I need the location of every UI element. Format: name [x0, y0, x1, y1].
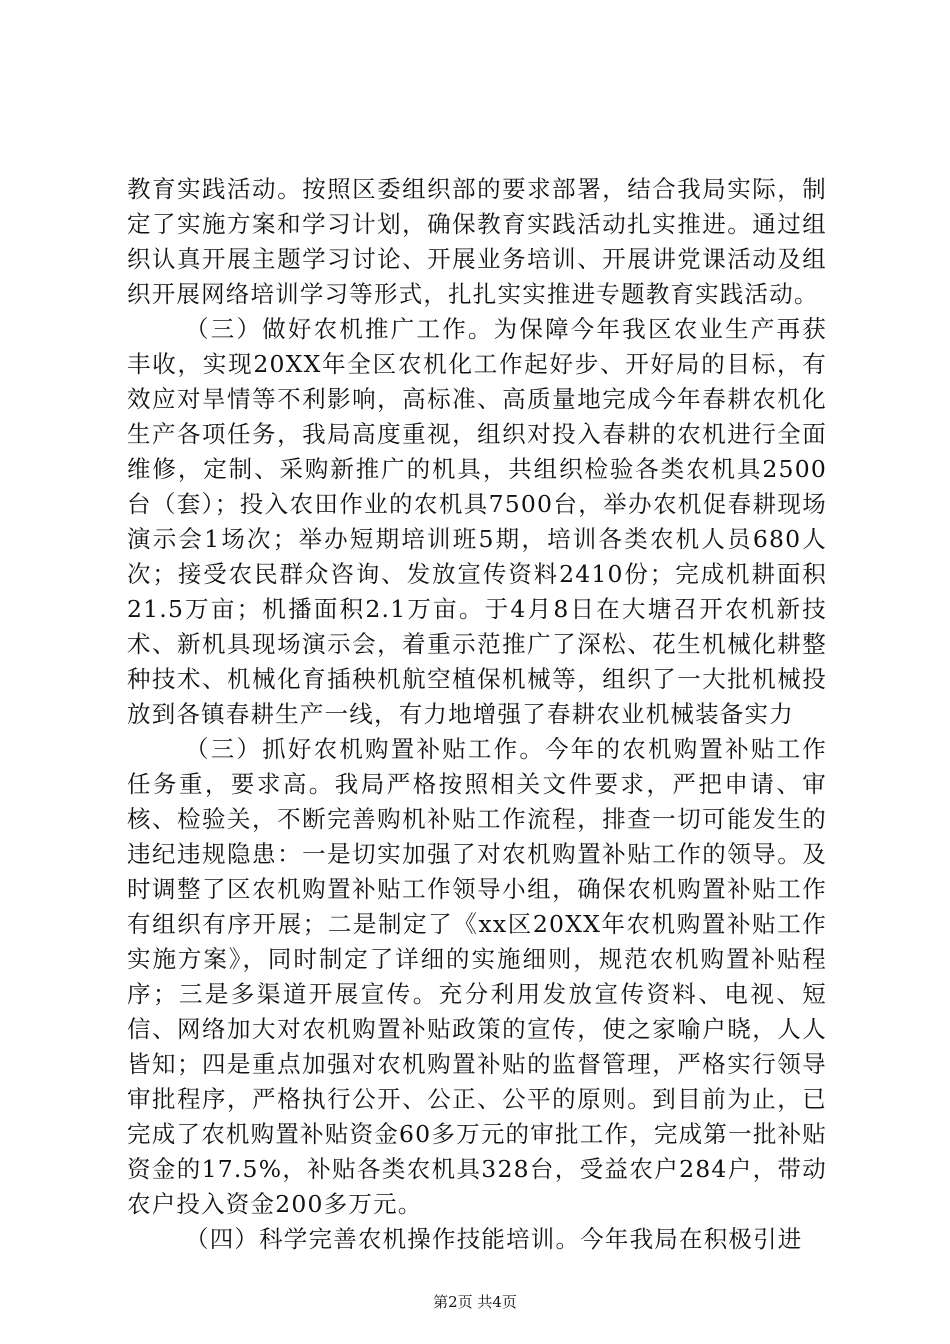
document-body [127, 172, 827, 1257]
page-footer [0, 1291, 950, 1312]
page-number-label: 第2页 共4页 [433, 1293, 517, 1311]
paragraph-skills-training: （四）科学完善农机操作技能培训。今年我局在积极引进 [185, 1225, 803, 1253]
paragraph-purchase-subsidy: （三）抓好农机购置补贴工作。今年的农机购置补贴工作任务重，要求高。我局严格按照相关文件要求，严把申请、审核、检验关，不断完善购机补贴工作流程，排查一切可能发生的违纪违规隐患：一是切实加强了对农机购置补贴工作的领导。及时调整了区农机购置补贴工作领导小组，确保农机购置补贴工作有组织有序开展；二是制定了《xx区20XX年农机购置补贴工作实施方案》，同时制定了详细的实施细则，规范农机购置补贴程序；三是多渠道开展宣传。充分利用发放宣传资料、电视、短信、网络加大对农机购置补贴政策的宣传，使之家喻户晓，人人皆知；四是重点加强对农机购置补贴的监督管理，严格实行领导审批程序，严格执行公开、公正、公平的原则。到目前为止，已完成了农机购置补贴资金60多万元的审批工作，完成第一批补贴资金的17.5%，补贴各类农机具328台，受益农户284户，带动农户投入资金200多万元。 [127, 735, 827, 1218]
paragraph-machinery-promotion: （三）做好农机推广工作。为保障今年我区农业生产再获丰收，实现20XX年全区农机化工作起好步、开好局的目标，有效应对旱情等不利影响，高标准、高质量地完成今年春耕农机化生产各项任务，我局高度重视，组织对投入春耕的农机进行全面维修，定制、采购新推广的机具，共组织检验各类农机具2500台（套）；投入农田作业的农机具7500台，举办农机促春耕现场演示会1场次；举办短期培训班5期，培训各类农机人员680人次；接受农民群众咨询、发放宣传资料2410份；完成机耕面积21.5万亩；机播面积2.1万亩。于4月8日在大塘召开农机新技术、新机具现场演示会，着重示范推广了深松、花生机械化耕整种技术、机械化育插秧机航空植保机械等，组织了一大批机械投放到各镇春耕生产一线，有力地增强了春耕农业机械装备实力 [127, 315, 827, 728]
paragraph-education-practice: 教育实践活动。按照区委组织部的要求部署，结合我局实际，制定了实施方案和学习计划，确保教育实践活动扎实推进。通过组织认真开展主题学习讨论、开展业务培训、开展讲党课活动及组织开展网络培训学习等形式，扎扎实实推进专题教育实践活动。 [127, 175, 827, 308]
